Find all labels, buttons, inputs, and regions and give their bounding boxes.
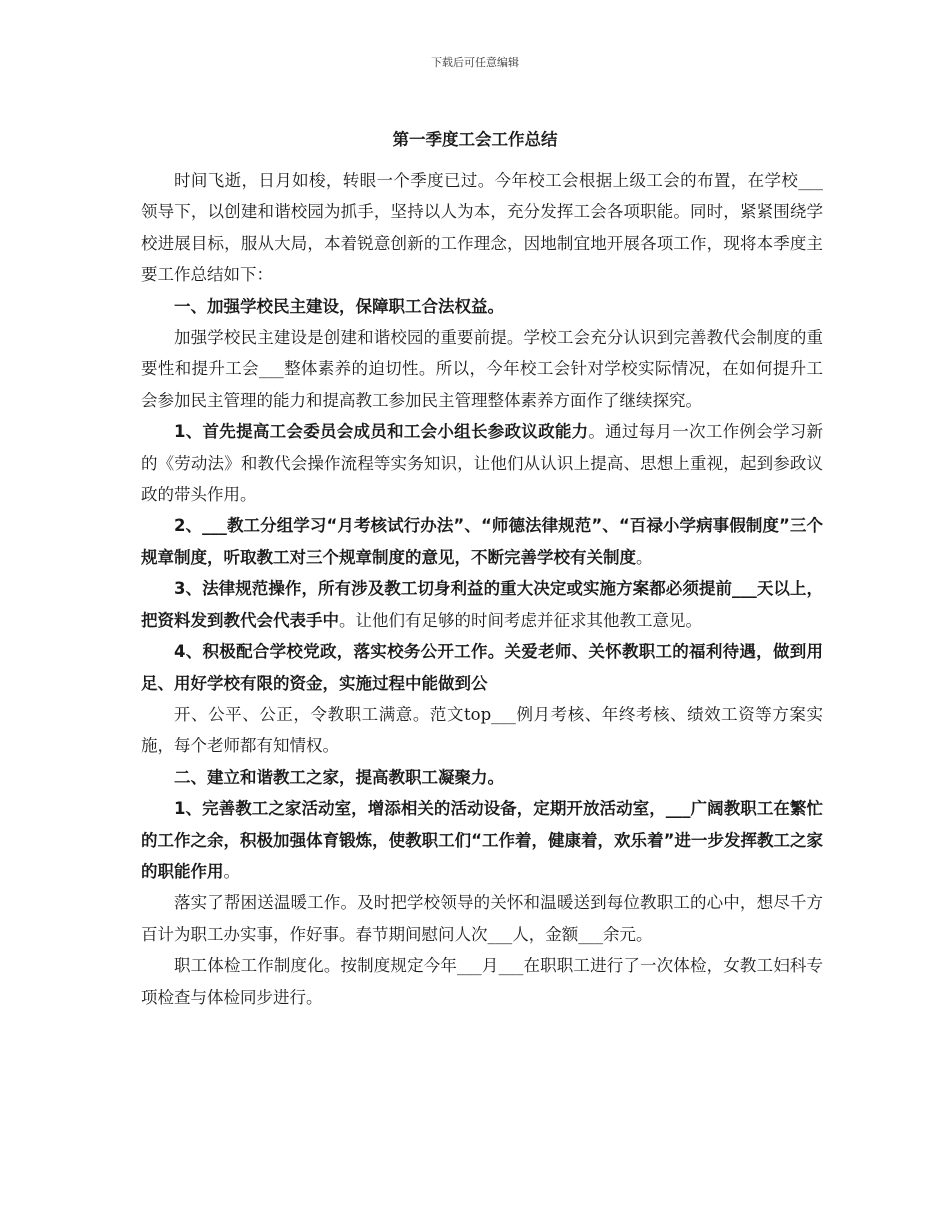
- paragraph-intro: [141, 165, 823, 291]
- header-note: 下载后可任意编辑: [431, 56, 519, 69]
- paragraph-text: 。通过每月一次工作例会学习新的《劳动法》和教代会操作流程等实务知识，让他们从认识上提高、思想上重视，起到参政议政的带头作用。: [141, 422, 824, 505]
- paragraph-item-1: [141, 416, 823, 510]
- paragraph-bold-text: 1、首先提高工会委员会成员和工会小组长参政议政能力: [174, 422, 589, 442]
- paragraph-bold-text: 4、积极配合学校党政，落实校务公开工作。关爱老师、关怀教职工的福利待遇，做到用足、用好学校有限的资金，实施过程中能做到公: [141, 642, 823, 693]
- paragraph-item-3: [141, 573, 823, 636]
- heading-text: 二、建立和谐教工之家，提高教职工凝聚力。: [174, 767, 504, 787]
- paragraph-text: 。: [636, 547, 653, 567]
- paragraph-health-check: [141, 950, 823, 1013]
- paragraph-text: 开、公平、公正，令教职工满意。范文top___例月考核、年终考核、绩效工资等方案实施，每个老师都有知情权。: [141, 704, 823, 756]
- heading-text: 一、加强学校民主建设，保障职工合法权益。: [174, 296, 504, 316]
- paragraph-warmth: [141, 887, 823, 950]
- paragraph-text: 落实了帮困送温暖工作。及时把学校领导的关怀和温暖送到每位教职工的心中，想尽千方百计为职工办实事，作好事。春节期间慰问人次___人，金额___余元。: [141, 893, 823, 944]
- paragraph-text: 。让他们有足够的时间考虑并征求其他教工意见。: [339, 610, 702, 630]
- paragraph-bold-text: 2、___教工分组学习“月考核试行办法”、“师德法律规范”、“百禄小学病事假制度”三个规章制度，听取教工对三个规章制度的意见，不断完善学校有关制度: [141, 516, 823, 567]
- paragraph-text: 。: [223, 861, 240, 881]
- section-heading-1: [141, 291, 823, 322]
- paragraph-item-2: [141, 510, 823, 573]
- paragraph-item-4: [141, 636, 823, 699]
- paragraph-text: 职工体检工作制度化。按制度规定今年___月___在职职工进行了一次体检，女教工妇科专项检查与体检同步进行。: [141, 956, 823, 1007]
- paragraph-item-2-1: [141, 793, 823, 887]
- paragraph-text: 加强学校民主建设是创建和谐校园的重要前提。学校工会充分认识到完善教代会制度的重要性和提升工会___整体素养的迫切性。所以，今年校工会针对学校实际情况，在如何提升工会参加民主管理的能力和提高教工参加民主管理整体素养方面作了继续探究。: [141, 328, 823, 410]
- paragraph-democracy: [141, 322, 823, 416]
- paragraph-text: 时间飞逝，日月如梭，转眼一个季度已过。今年校工会根据上级工会的布置，在学校___领导下，以创建和谐校园为抓手，坚持以人为本，充分发挥工会各项职能。同时，紧紧围绕学校进展目标，服从大局，本着锐意创新的工作理念，因地制宜地开展各项工作，现将本季度主要工作总结如下：: [141, 171, 823, 285]
- paragraph-bold-text: 1、完善教工之家活动室，增添相关的活动设备，定期开放活动室，___广阔教职工在繁忙的工作之余，积极加强体育锻炼，使教职工们“工作着，健康着，欢乐着”进一步发挥教工之家的职能作用: [141, 799, 823, 881]
- paragraph-item-4-continued: [141, 699, 823, 762]
- paragraph-bold-text: 3、法律规范操作，所有涉及教工切身利益的重大决定或实施方案都必须提前___天以上，把资料发到教代会代表手中: [141, 579, 823, 630]
- section-heading-2: [141, 762, 823, 793]
- document-body: [141, 165, 823, 1013]
- document-title: 第一季度工会工作总结: [392, 130, 558, 149]
